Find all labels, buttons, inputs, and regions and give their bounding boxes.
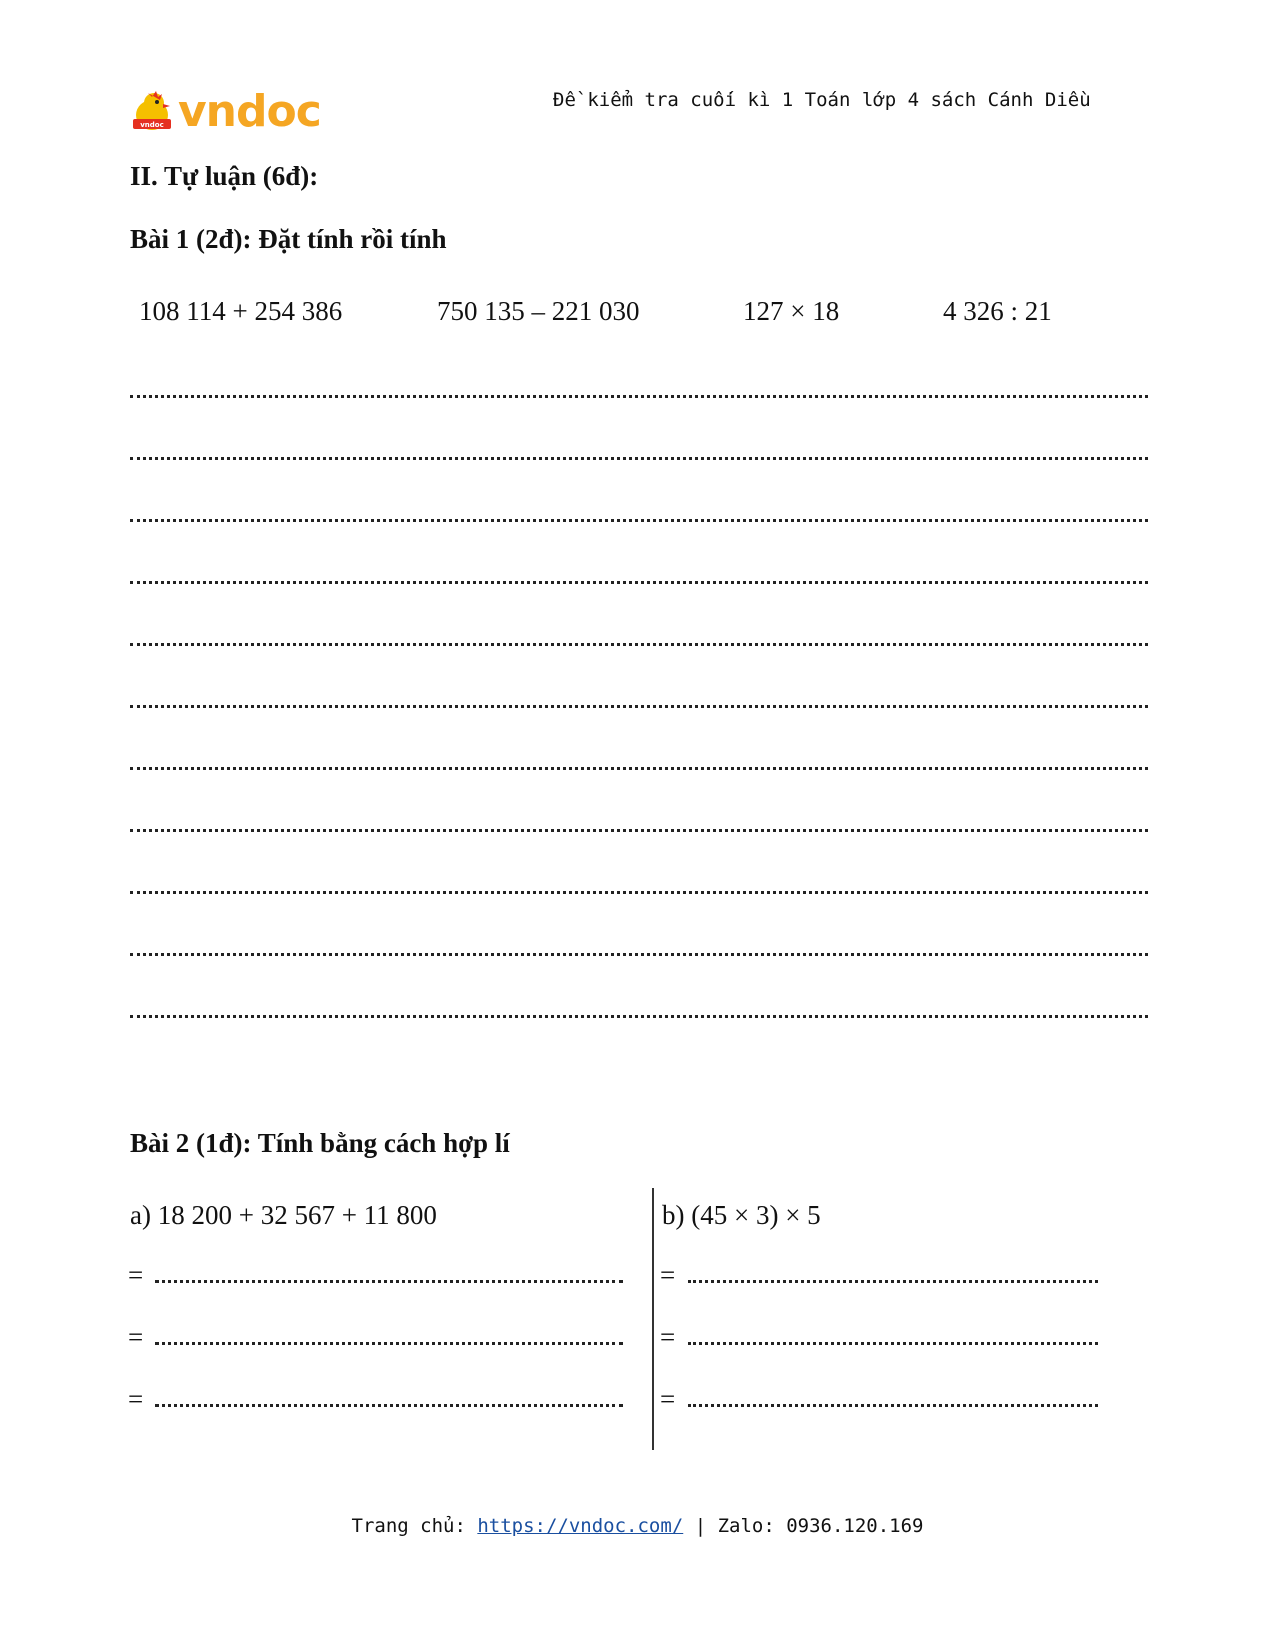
equals-sign: = (660, 1322, 676, 1352)
footer-zalo: Zalo: 0936.120.169 (717, 1515, 924, 1537)
equals-sign: = (660, 1384, 676, 1414)
answer-line[interactable] (130, 457, 1148, 460)
footer-home-link[interactable]: https://vndoc.com/ (477, 1515, 684, 1537)
equals-sign: = (128, 1322, 144, 1352)
column-divider (652, 1188, 654, 1450)
section-heading: II. Tự luận (6đ): (130, 161, 319, 191)
part-a-answer-line[interactable] (155, 1280, 623, 1283)
part-b-answer-line[interactable] (688, 1404, 1098, 1407)
part-b-answer-line[interactable] (688, 1280, 1098, 1283)
part-a-answer-line[interactable] (155, 1404, 623, 1407)
expression-2: 750 135 – 221 030 (437, 296, 640, 326)
footer-home-label: Trang chủ: (351, 1515, 478, 1537)
answer-line[interactable] (130, 953, 1148, 956)
part-a-answer-line[interactable] (155, 1342, 623, 1345)
part-b-expression: b) (45 × 3) × 5 (662, 1200, 821, 1230)
footer (0, 1515, 1275, 1537)
part-b-answer-line[interactable] (688, 1342, 1098, 1345)
answer-line[interactable] (130, 891, 1148, 894)
expression-3: 127 × 18 (743, 296, 840, 326)
answer-line[interactable] (130, 829, 1148, 832)
expression-1: 108 114 + 254 386 (139, 296, 343, 326)
answer-line[interactable] (130, 643, 1148, 646)
equals-sign: = (128, 1384, 144, 1414)
answer-line[interactable] (130, 705, 1148, 708)
document-title: Đề kiểm tra cuối kì 1 Toán lớp 4 sách Cánh Diều (553, 89, 1091, 111)
part-a-expression: a) 18 200 + 32 567 + 11 800 (130, 1200, 437, 1230)
exercise-2-heading: Bài 2 (1đ): Tính bằng cách hợp lí (130, 1128, 510, 1158)
answer-line[interactable] (130, 1015, 1148, 1018)
answer-line[interactable] (130, 395, 1148, 398)
svg-text:vndoc: vndoc (140, 121, 164, 129)
chick-mascot-icon (130, 89, 176, 135)
expression-4: 4 326 : 21 (943, 296, 1052, 326)
equals-sign: = (660, 1260, 676, 1290)
footer-separator: | (683, 1515, 718, 1537)
vndoc-logo[interactable] (130, 88, 321, 136)
equals-sign: = (128, 1260, 144, 1290)
answer-line[interactable] (130, 519, 1148, 522)
answer-line[interactable] (130, 767, 1148, 770)
exercise-1-heading: Bài 1 (2đ): Đặt tính rồi tính (130, 224, 447, 254)
answer-line[interactable] (130, 581, 1148, 584)
logo-wordmark: vndoc (178, 86, 321, 137)
